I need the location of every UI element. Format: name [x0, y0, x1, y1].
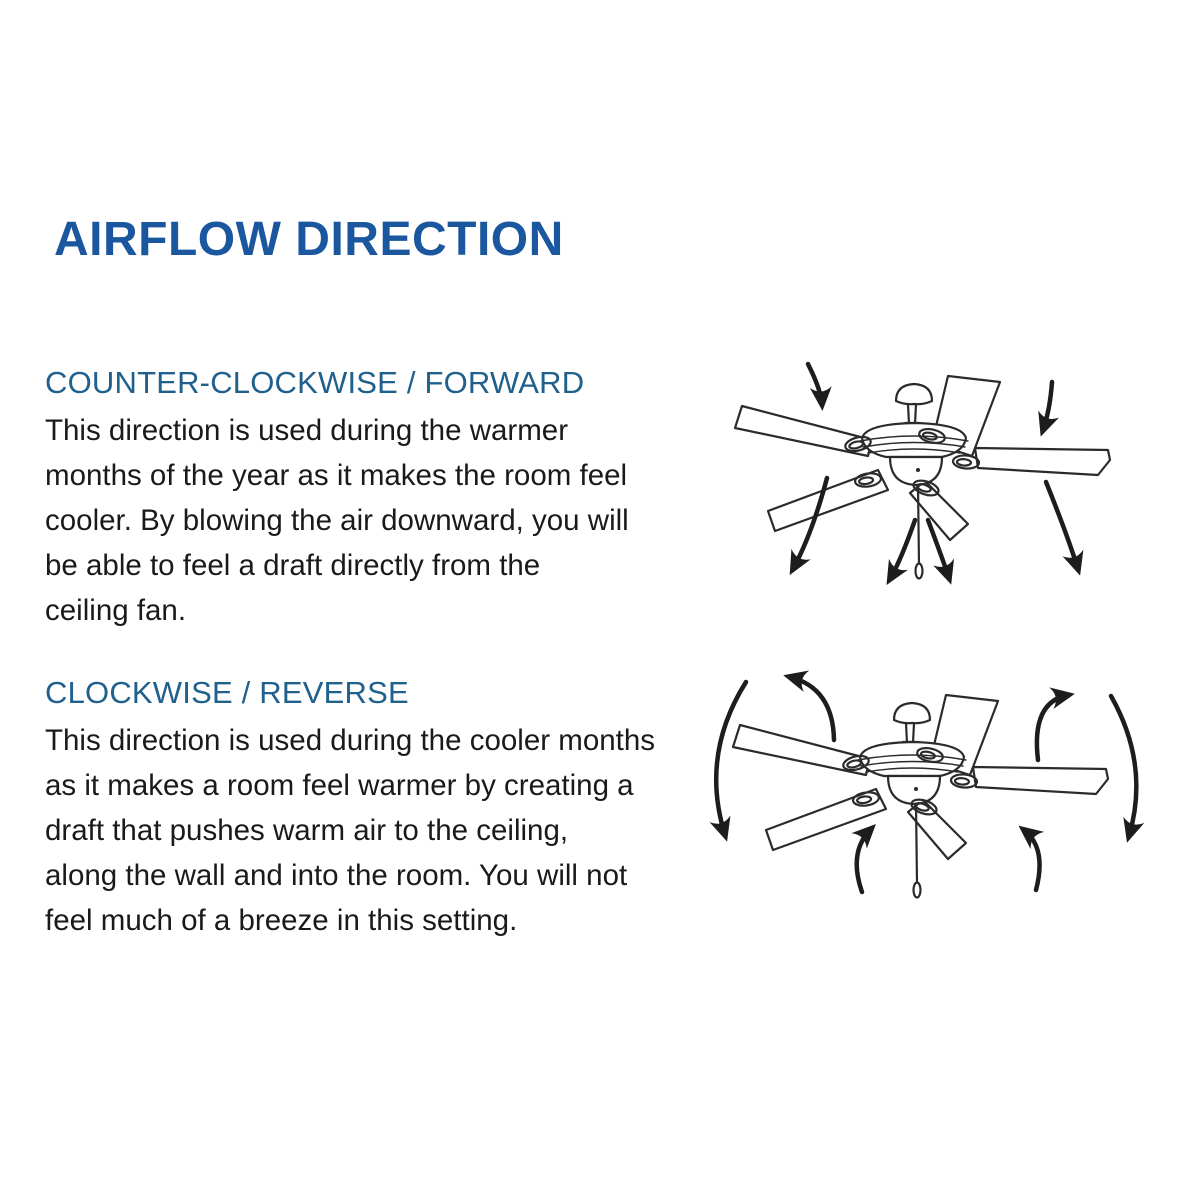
body-text-line: months of the year as it makes the room feel: [45, 459, 628, 492]
body-text-line: ceiling fan.: [45, 594, 187, 627]
section-counter-clockwise-forward: [45, 364, 725, 633]
ceiling-fan-upflow-illustration: [690, 650, 1170, 945]
airflow-arrow-up-right: [1037, 695, 1068, 760]
airflow-arrow-down-wall-right: [1111, 696, 1136, 836]
body-text-line: This direction is used during the cooler months: [45, 724, 655, 757]
airflow-arrow-down: [808, 364, 822, 404]
body-text-line: feel much of a breeze in this setting.: [45, 904, 518, 937]
airflow-arrow-down-wall-left: [716, 682, 746, 835]
section-heading: CLOCKWISE / REVERSE: [45, 675, 409, 710]
section-heading: COUNTER-CLOCKWISE / FORWARD: [45, 365, 585, 400]
body-text-line: draft that pushes warm air to the ceiling,: [45, 814, 569, 847]
airflow-arrow-down: [1043, 382, 1052, 430]
airflow-arrow-up-center-right: [1024, 830, 1040, 890]
airflow-arrow-down: [890, 520, 915, 579]
body-text-line: This direction is used during the warmer: [45, 414, 569, 447]
body-text-line: as it makes a room feel warmer by creating a: [45, 769, 634, 802]
ceiling-fan-downflow-illustration: [700, 338, 1170, 628]
airflow-arrow-up-center-left: [857, 829, 871, 892]
body-text-line: along the wall and into the room. You will not: [45, 859, 628, 892]
page-title: AIRFLOW DIRECTION: [54, 213, 564, 266]
body-text-line: be able to feel a draft directly from the: [45, 549, 541, 582]
section-clockwise-reverse: [45, 674, 725, 943]
ceiling-fan: [735, 376, 1110, 579]
section-body: [45, 408, 725, 633]
airflow-arrow-up-left: [790, 677, 834, 740]
ceiling-fan: [733, 695, 1108, 898]
airflow-arrow-down: [1046, 482, 1078, 569]
section-body: [45, 718, 725, 943]
body-text-line: cooler. By blowing the air downward, you will: [45, 504, 629, 537]
